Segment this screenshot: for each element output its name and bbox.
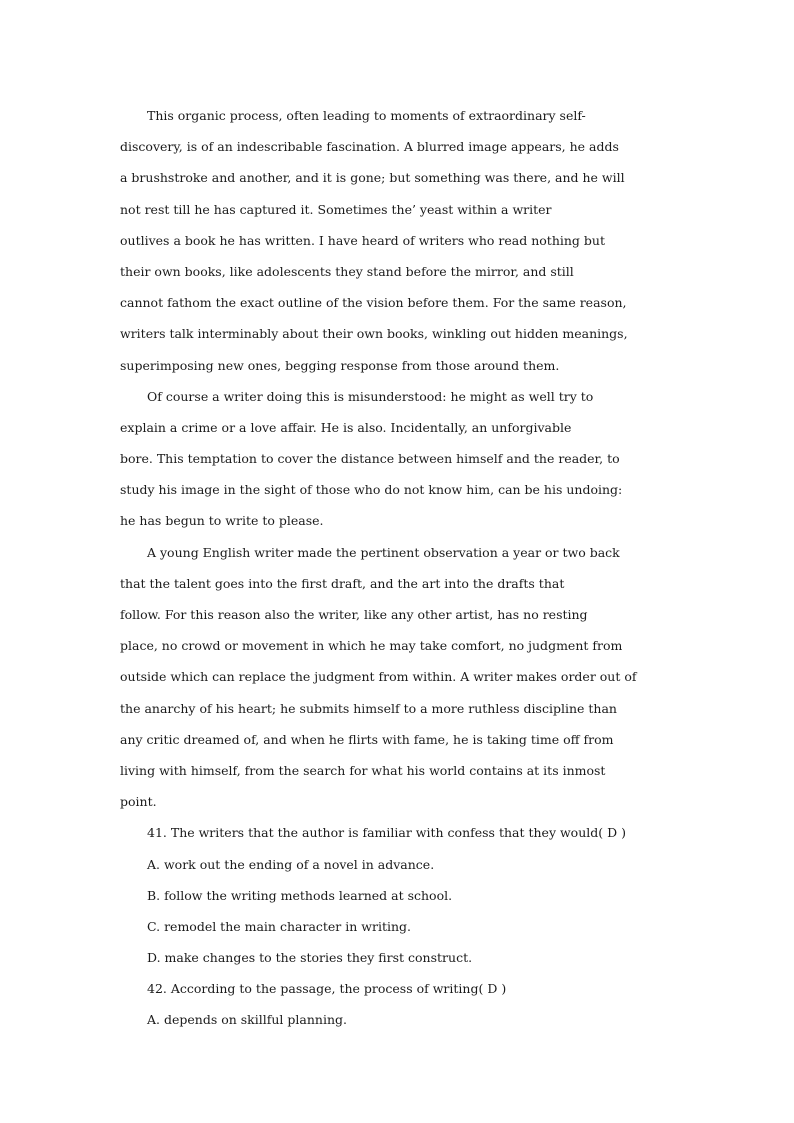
text-line: writers talk interminably about their own books, winkling out hidden meanings,: [120, 326, 628, 342]
text-line: outside which can replace the judgment from within. A writer makes order out of: [120, 669, 637, 685]
text-line: point.: [120, 794, 157, 810]
text-line: discovery, is of an indescribable fascination. A blurred image appears, he adds: [120, 139, 619, 155]
text-line: that the talent goes into the first draft, and the art into the drafts that: [120, 575, 565, 591]
passage-paragraph-2: [120, 381, 680, 537]
text-line: explain a crime or a love affair. He is also. Incidentally, an unforgivable: [120, 419, 572, 435]
question-42: [120, 973, 680, 1035]
text-line: study his image in the sight of those who do not know him, can be his undoing:: [120, 482, 623, 498]
text-line: This organic process, often leading to moments of extraordinary self-: [147, 108, 586, 123]
answer-option: D. make changes to the stories they first construct.: [147, 950, 473, 966]
text-line: any critic dreamed of, and when he flirts with fame, he is taking time off from: [120, 731, 614, 747]
text-line: place, no crowd or movement in which he may take comfort, no judgment from: [120, 638, 623, 654]
text-line: a brushstroke and another, and it is gone; but something was there, and he will: [120, 170, 625, 186]
text-line: follow. For this reason also the writer, like any other artist, has no resting: [120, 607, 588, 622]
text-line: living with himself, from the search for what his world contains at its inmost: [120, 762, 606, 778]
text-line: not rest till he has captured it. Sometimes the’ yeast within a writer: [120, 201, 552, 217]
text-line: cannot fathom the exact outline of the vision before them. For the same reason,: [120, 295, 627, 311]
answer-option: A. depends on skillful planning.: [147, 1012, 347, 1028]
text-line: the anarchy of his heart; he submits himself to a more ruthless discipline than: [120, 700, 617, 716]
text-line: Of course a writer doing this is misunderstood: he might as well try to: [147, 388, 594, 404]
passage-paragraph-1: [120, 100, 680, 381]
text-line: A young English writer made the pertinent observation a year or two back: [147, 544, 620, 560]
question-stem: 42. According to the passage, the process of writing( D ): [147, 981, 507, 997]
question-stem: 41. The writers that the author is familiar with confess that they would( D ): [147, 825, 626, 841]
text-line: he has begun to write to please.: [120, 513, 324, 529]
text-line: superimposing new ones, begging response from those around them.: [120, 357, 560, 373]
text-line: bore. This temptation to cover the distance between himself and the reader, to: [120, 451, 620, 467]
passage-paragraph-3: [120, 537, 680, 818]
text-line: outlives a book he has written. I have heard of writers who read nothing but: [120, 232, 605, 248]
answer-option: A. work out the ending of a novel in advance.: [147, 856, 435, 872]
text-line: their own books, like adolescents they stand before the mirror, and still: [120, 263, 574, 279]
document-body: [120, 100, 680, 1036]
question-41: [120, 817, 680, 973]
answer-option: C. remodel the main character in writing.: [147, 918, 412, 934]
answer-option: B. follow the writing methods learned at school.: [147, 887, 453, 903]
